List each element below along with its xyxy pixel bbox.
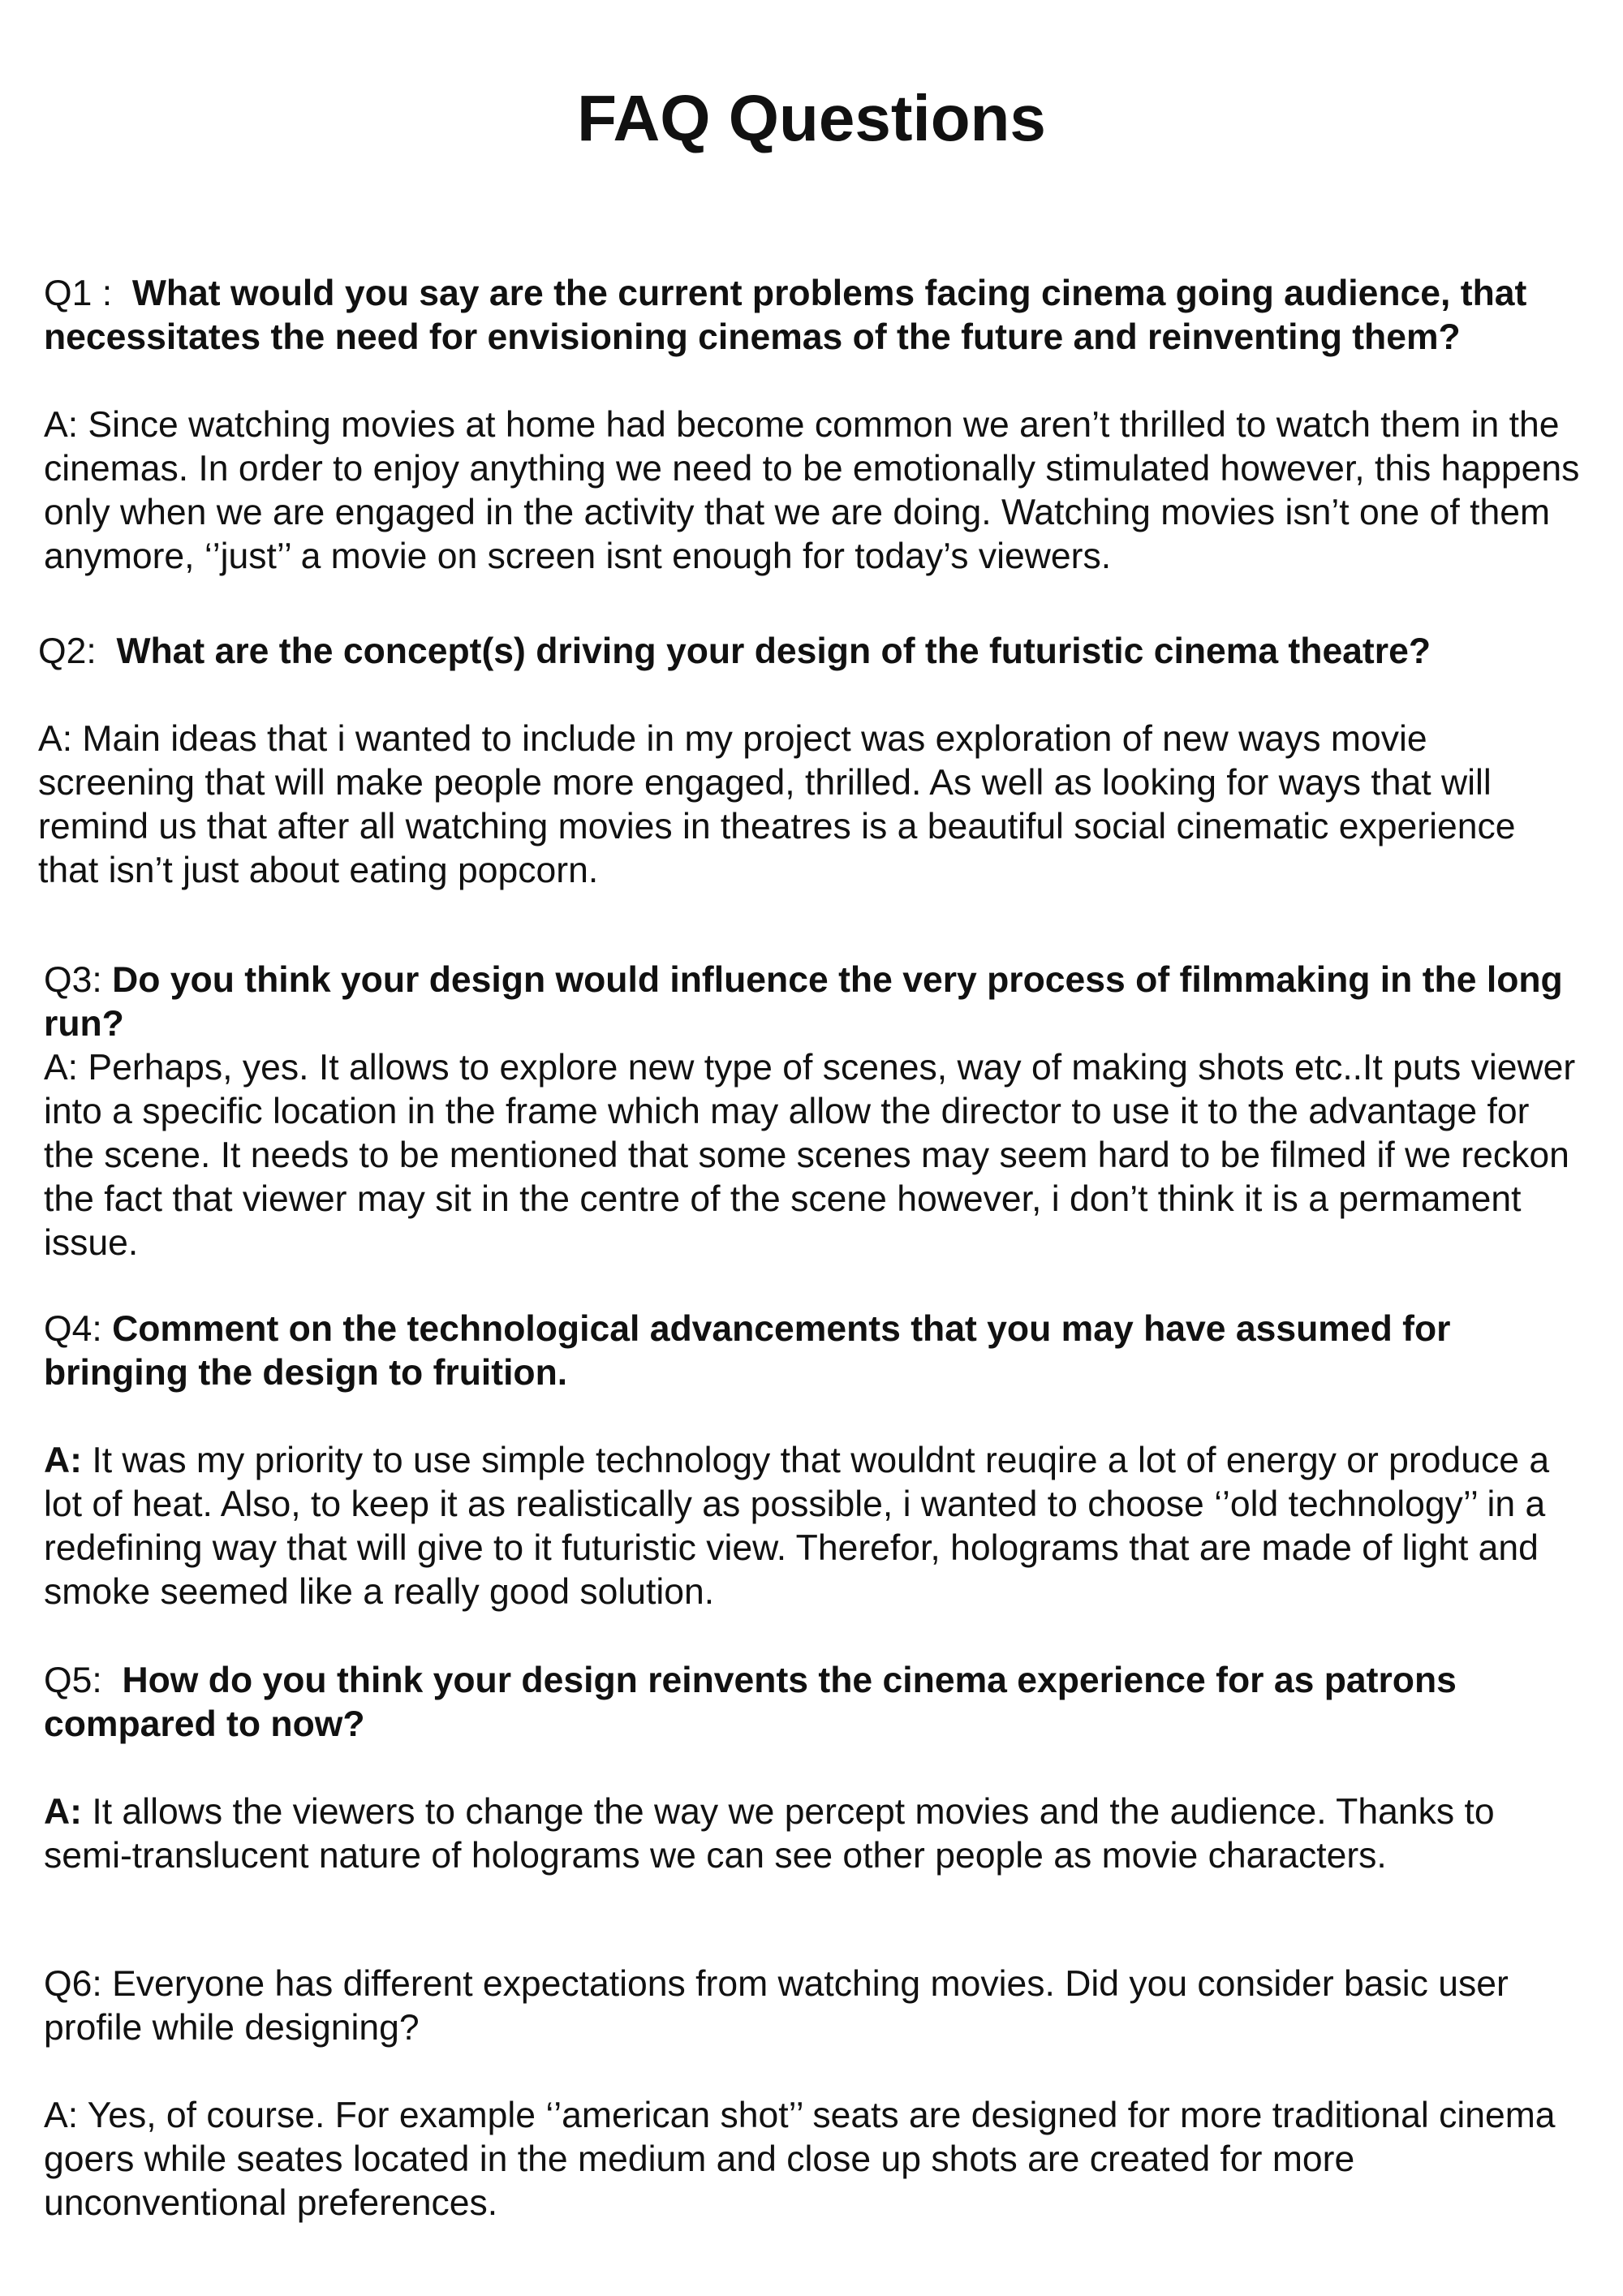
answer-text: : Since watching movies at home had become common we aren’t thrilled to watch them in the cinemas. In order to enjoy anything we need to be emotionally stimulated however, this happens only when we are engaged in the activity that we are doing. Watching movies isn’t one of them anymore, ‘’just’’ a movie on screen isnt enough for today’s viewers. [44, 405, 1580, 576]
question-text: What are the concept(s) driving your design of the futuristic cinema theatre? [116, 631, 1431, 671]
question-6 [44, 1962, 1586, 2050]
answer-text: : Main ideas that i wanted to include in my project was exploration of new ways movie screening that will make people more engaged, thrilled. As well as looking for ways that will remind us that after all watching movies in theatres is a beautiful social cinematic experience that isn’t just about eating popcorn. [38, 719, 1516, 890]
question-label: Q2: [38, 631, 97, 671]
question-1 [44, 272, 1586, 360]
question-2 [38, 630, 1580, 674]
faq-item-1 [44, 272, 1586, 579]
answer-label: A: [44, 1792, 82, 1832]
answer-4 [44, 1439, 1586, 1614]
question-label: Q6: [44, 1964, 102, 2004]
answer-label: A: [44, 1048, 79, 1088]
faq-item-5 [44, 1659, 1586, 1878]
question-text: Everyone has different expectations from watching movies. Did you consider basic user profile while designing? [44, 1964, 1509, 2048]
question-label: Q1 : [44, 274, 113, 313]
question-5 [44, 1659, 1586, 1747]
answer-label: A [44, 2096, 68, 2135]
question-text: How do you think your design reinvents the cinema experience for as patrons compared to now? [44, 1661, 1457, 1744]
answer-2 [38, 717, 1580, 893]
question-text: Comment on the technological advancements that you may have assumed for bringing the design to fruition. [44, 1309, 1451, 1393]
answer-3 [44, 1046, 1586, 1265]
answer-text: It allows the viewers to change the way we percept movies and the audience. Thanks to semi-translucent nature of holograms we can see other people as movie characters. [44, 1792, 1495, 1876]
answer-5 [44, 1790, 1586, 1878]
question-4 [44, 1307, 1586, 1395]
question-text: What would you say are the current problems facing cinema going audience, that necessitates the need for envisioning cinemas of the future and reinventing them? [44, 274, 1527, 357]
answer-label: A [44, 405, 68, 445]
question-3 [44, 958, 1586, 1046]
question-text: Do you think your design would influence the very process of filmmaking in the long run? [44, 960, 1563, 1044]
faq-item-3 [44, 958, 1586, 1265]
answer-label: A [38, 719, 62, 759]
faq-item-4 [44, 1307, 1586, 1614]
faq-item-2 [38, 630, 1580, 893]
question-label: Q5: [44, 1661, 102, 1700]
answer-1 [44, 403, 1586, 579]
answer-label: A: [44, 1441, 82, 1480]
answer-text: It was my priority to use simple technology that wouldnt reuqire a lot of energy or produce a lot of heat. Also, to keep it as realistically as possible, i wanted to choose ‘’old technology’’ in a redefining way that will give to it futuristic view. Therefor, holograms that are made of light and smoke seemed like a really good solution. [44, 1441, 1550, 1612]
answer-6 [44, 2094, 1586, 2225]
faq-item-6 [44, 1962, 1586, 2225]
answer-text: : Yes, of course. For example ‘’american shot’’ seats are designed for more traditional cinema goers while seates located in the medium and close up shots are created for more unconventional preferences. [44, 2096, 1556, 2223]
page-title: FAQ Questions [577, 82, 1046, 154]
question-label: Q4: [44, 1309, 102, 1349]
question-label: Q3: [44, 960, 102, 1000]
answer-text: Perhaps, yes. It allows to explore new type of scenes, way of making shots etc..It puts viewer into a specific location in the frame which may allow the director to use it to the advantage for the scene. It needs to be mentioned that some scenes may seem hard to be filmed if we reckon the fact that viewer may sit in the centre of the scene however, i don’t think it is a permament issue. [44, 1048, 1576, 1263]
